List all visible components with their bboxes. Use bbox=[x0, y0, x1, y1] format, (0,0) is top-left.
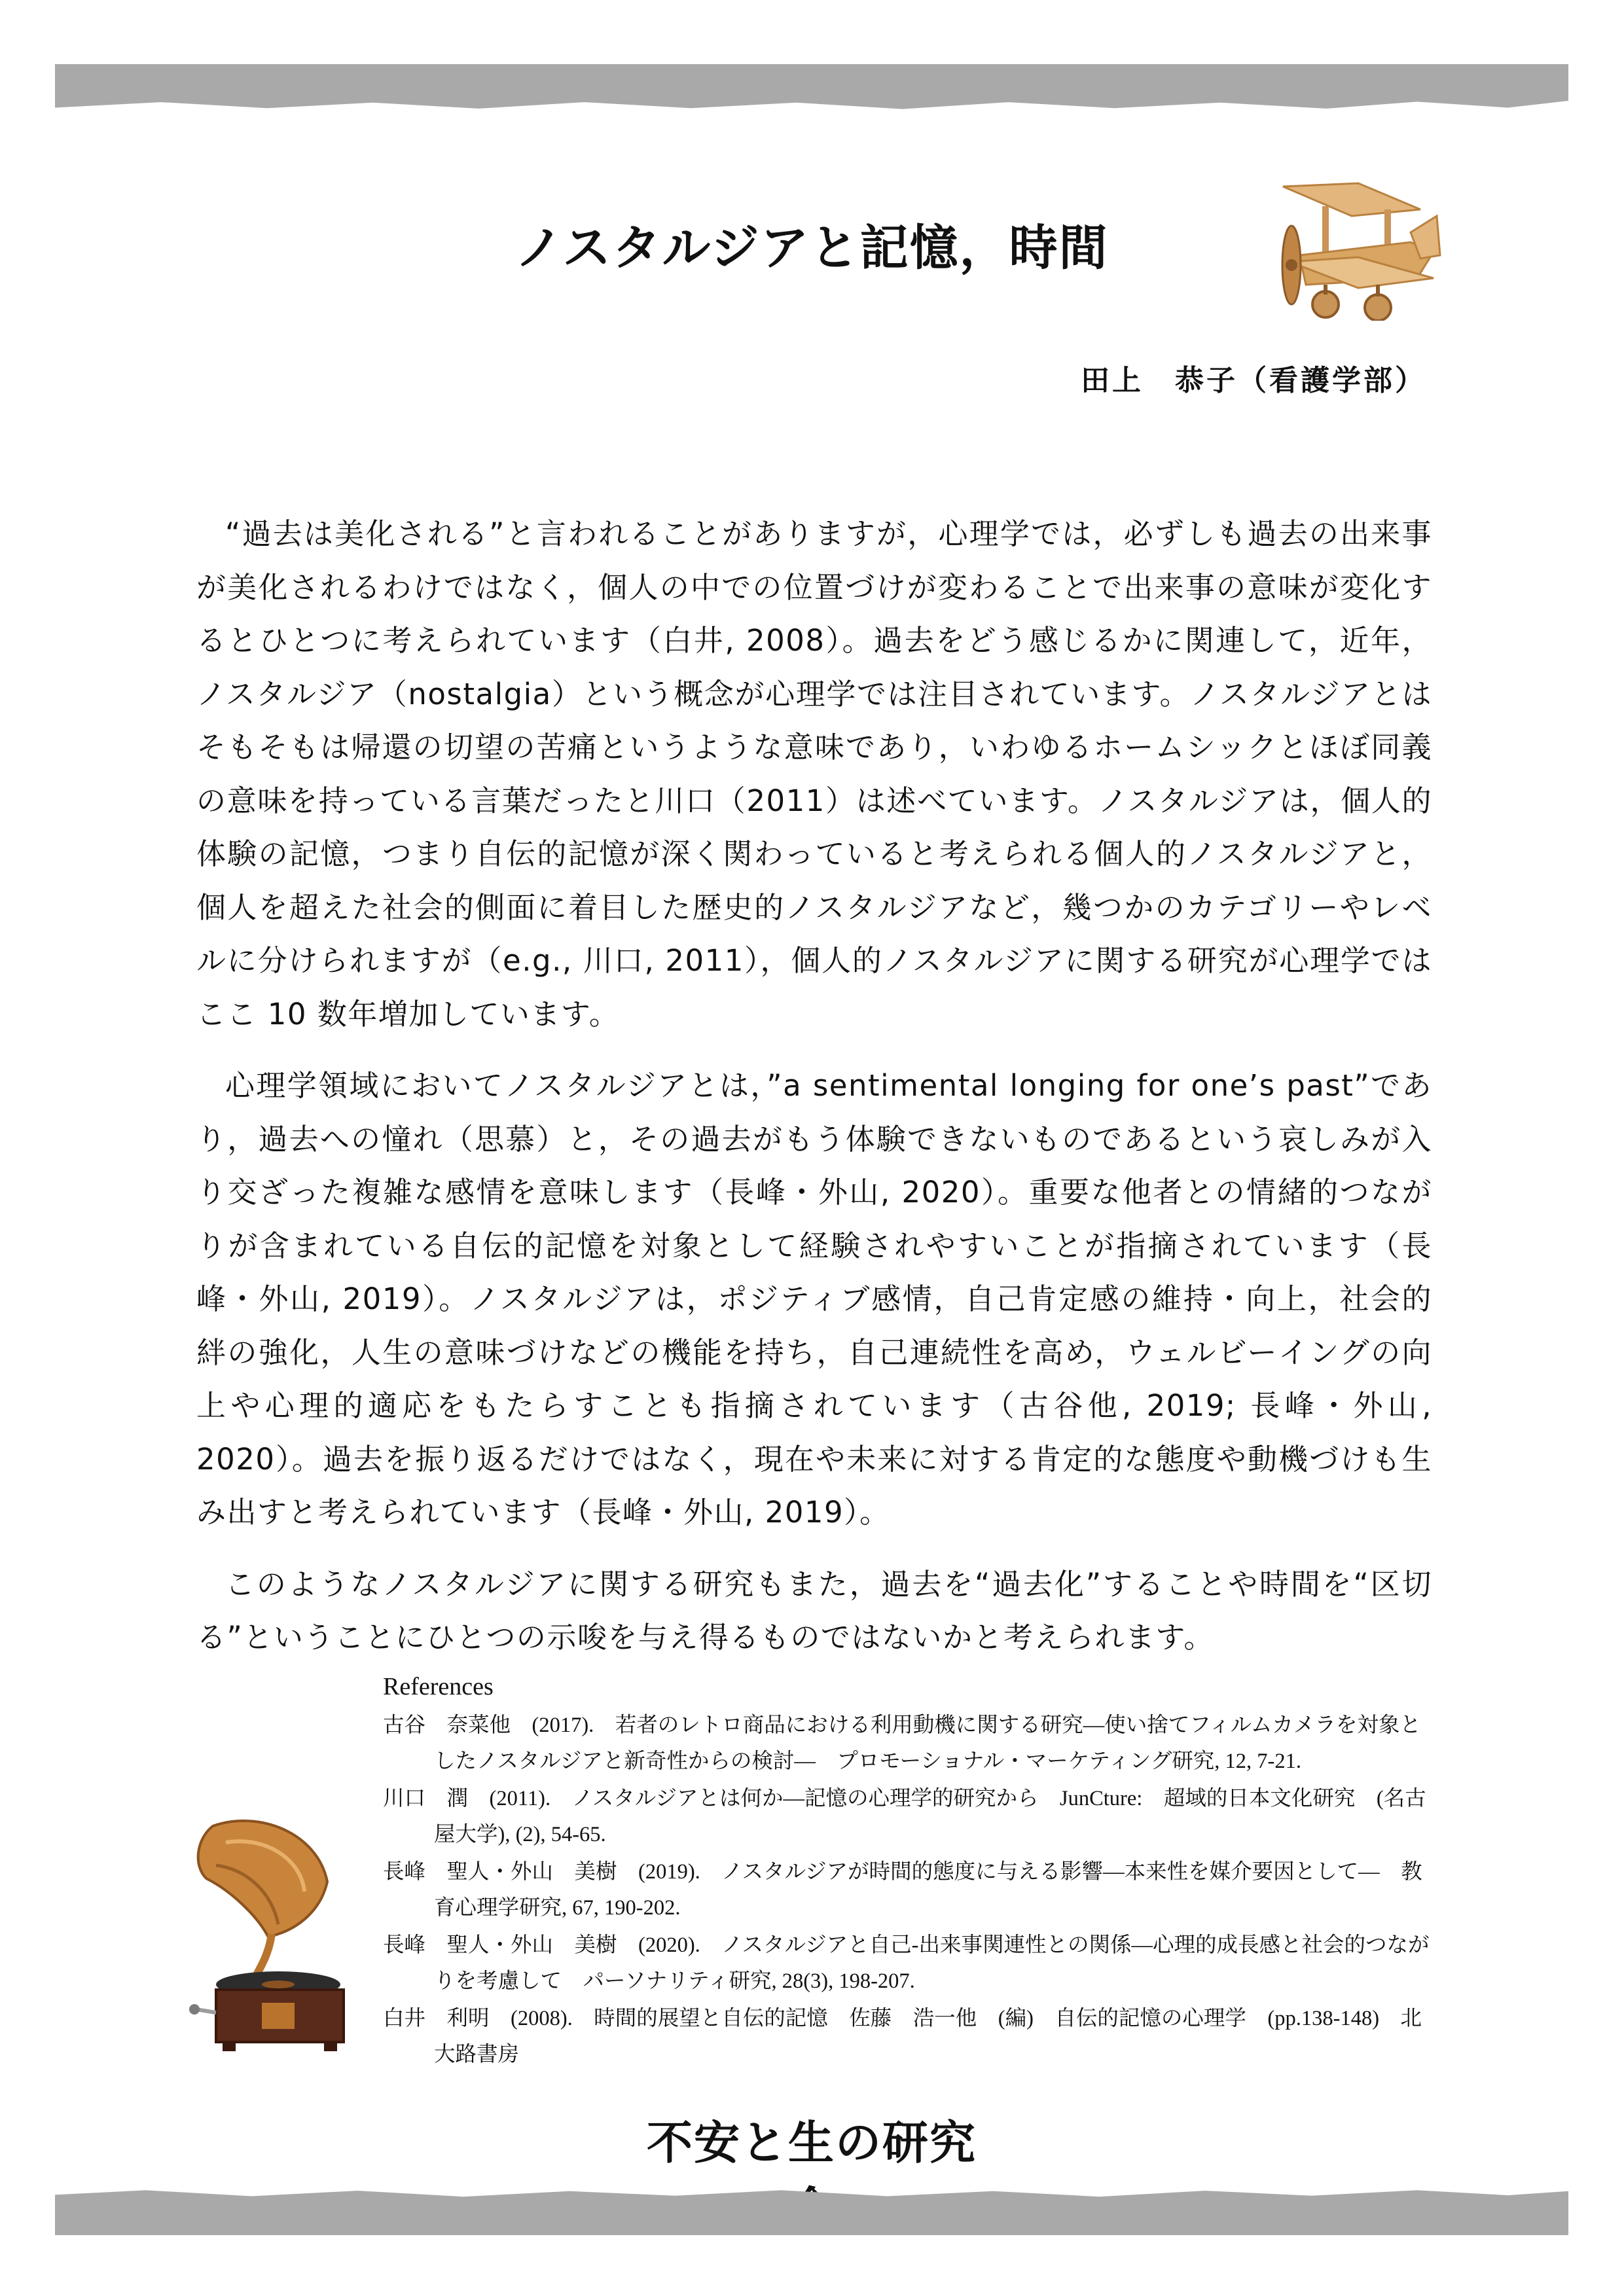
author-line: 田上 恭子（看護学部） bbox=[1081, 364, 1426, 397]
reference-item: 長峰 聖人・外山 美樹 (2019). ノスタルジアが時間的態度に与える影響―本来性を媒介要因として― 教育心理学研究, 67, 190-202. bbox=[383, 1860, 1422, 1920]
reference-item: 長峰 聖人・外山 美樹 (2020). ノスタルジアと自己-出来事関連性との関係―心理的成長感と社会的つながりを考慮して パーソナリティ研究, 28(3), 198-207. bbox=[383, 1933, 1430, 1993]
body-paragraph: 心理学領域においてノスタルジアとは，”a sentimental longing for one’s past”であり，過去への憧れ（思慕）と，その過去がもう体験できないものであるという哀しみが入り交ざった複雑な感情を意味します（長峰・外山, 2020）。重要な他者との情緒的つながりが含まれている自伝的記憶を対象として経験されやすいことが指摘されています（長峰・外山, 2019）。ノスタルジアは，ポジティブ感情，自己肯定感の維持・向上，社会的絆の強化，人生の意味づけなどの機能を持ち，自己連続性を高め，ウェルビーイングの向上や心理的適応をもたらすことも指摘されています（古谷他, 2019; 長峰・外山, 2020）。過去を振り返るだけではなく，現在や未来に対する肯定的な態度や動機づけも生み出すと考えられています（長峰・外山, 2019）。 bbox=[196, 1068, 1432, 1530]
references-heading: References bbox=[383, 1673, 494, 1700]
body-paragraph: “過去は美化される”と言われることがありますが，心理学では，必ずしも過去の出来事が美化されるわけではなく，個人の中での位置づけが変わることで出来事の意味が変化するとひとつに考えられています（白井, 2008）。過去をどう感じるかに関連して，近年，ノスタルジア（nostalgia）という概念が心理学では注目されています。ノスタルジアとはそもそもは帰還の切望の苦痛というような意味であり，いわゆるホームシックとほぼ同義の意味を持っている言葉だったと川口（2011）は述べています。ノスタルジアは，個人的体験の記憶，つまり自伝的記憶が深く関わっていると考えられる個人的ノスタルジアと，個人を超えた社会的側面に着目した歴史的ノスタルジアなど，幾つかのカテゴリーやレベルに分けられますが（e.g., 川口, 2011），個人的ノスタルジアに関する研究が心理学ではここ 10 数年増加しています。 bbox=[196, 516, 1432, 1031]
references-section bbox=[383, 1672, 1430, 2074]
organization-name: 不安と生の研究 bbox=[647, 2116, 977, 2170]
article-body bbox=[196, 507, 1432, 1683]
top-decorative-band bbox=[55, 64, 1568, 110]
toy-airplane-icon bbox=[1260, 180, 1450, 321]
reference-item: 川口 潤 (2011). ノスタルジアとは何か―記憶の心理学的研究から JunCture: 超域的日本文化研究 (名古屋大学), (2), 54-65. bbox=[383, 1787, 1426, 1846]
phonograph-icon bbox=[187, 1813, 357, 2055]
bottom-decorative-band bbox=[55, 2189, 1568, 2235]
reference-item: 白井 利明 (2008). 時間的展望と自伝的記憶 佐藤 浩一他 (編) 自伝的記憶の心理学 (pp.138-148) 北大路書房 bbox=[383, 2007, 1422, 2066]
body-paragraph: このようなノスタルジアに関する研究もまた，過去を“過去化”することや時間を“区切る”ということにひとつの示唆を与え得るものではないかと考えられます。 bbox=[196, 1566, 1432, 1655]
reference-item: 古谷 奈菜他 (2017). 若者のレトロ商品における利用動機に関する研究―使い捨てフィルムカメラを対象としたノスタルジアと新奇性からの検討― プロモーショナル・マーケティング研究, 12, 7-21. bbox=[383, 1713, 1421, 1773]
page-title: ノスタルジアと記憶，時間 bbox=[514, 220, 1109, 276]
